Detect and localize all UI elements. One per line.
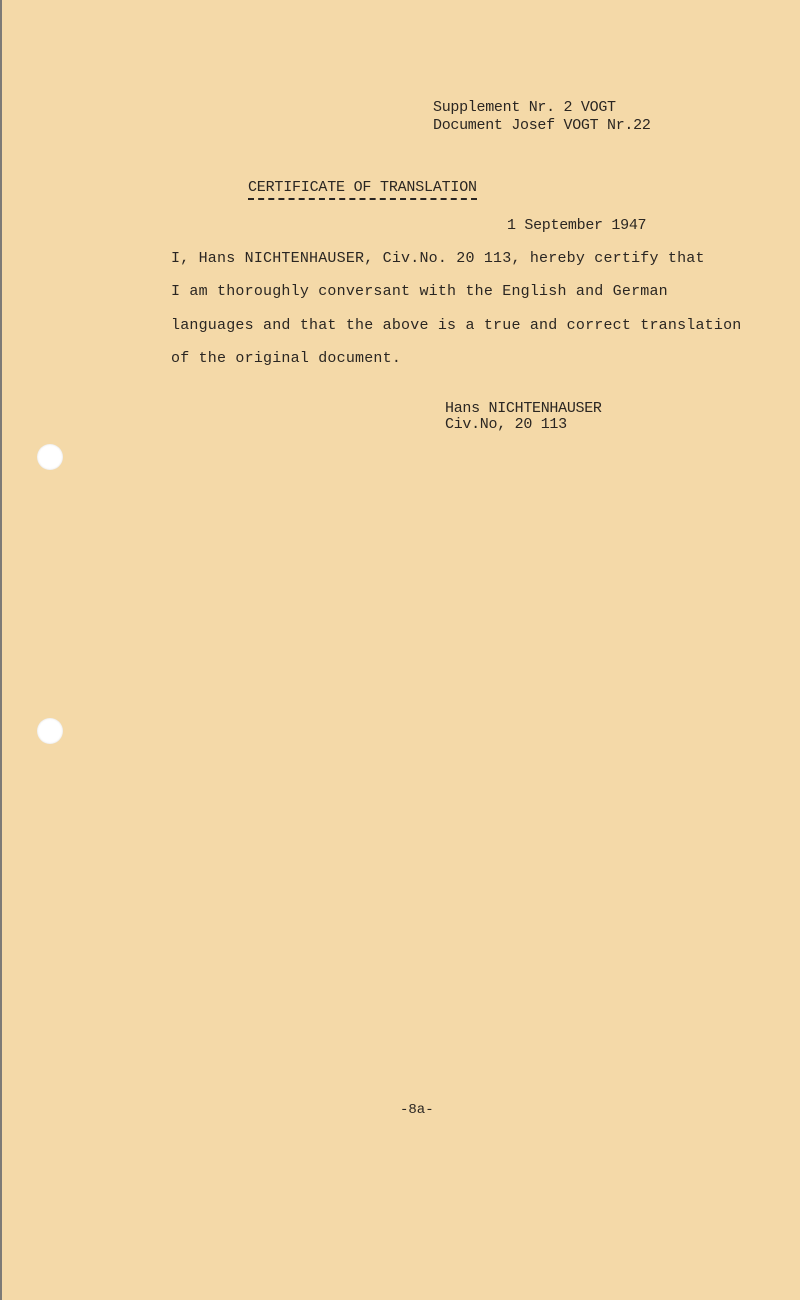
supplement-reference: Supplement Nr. 2 VOGT: [433, 99, 616, 116]
punch-hole: [37, 718, 63, 744]
certificate-date: 1 September 1947: [507, 217, 647, 234]
punch-hole: [37, 444, 63, 470]
translator-civ-number: Civ.No, 20 113: [445, 416, 567, 433]
page-number: -8a-: [400, 1102, 434, 1118]
document-reference: Document Josef VOGT Nr.22: [433, 117, 651, 134]
certificate-body-line: languages and that the above is a true and correct translation: [171, 317, 742, 334]
certificate-body-line: of the original document.: [171, 350, 402, 367]
translator-name: Hans NICHTENHAUSER: [445, 400, 602, 417]
certificate-title: CERTIFICATE OF TRANSLATION: [248, 179, 477, 200]
certificate-body-line: I, Hans NICHTENHAUSER, Civ.No. 20 113, hereby certify that: [171, 250, 705, 267]
certificate-body-line: I am thoroughly conversant with the English and German: [171, 283, 668, 300]
